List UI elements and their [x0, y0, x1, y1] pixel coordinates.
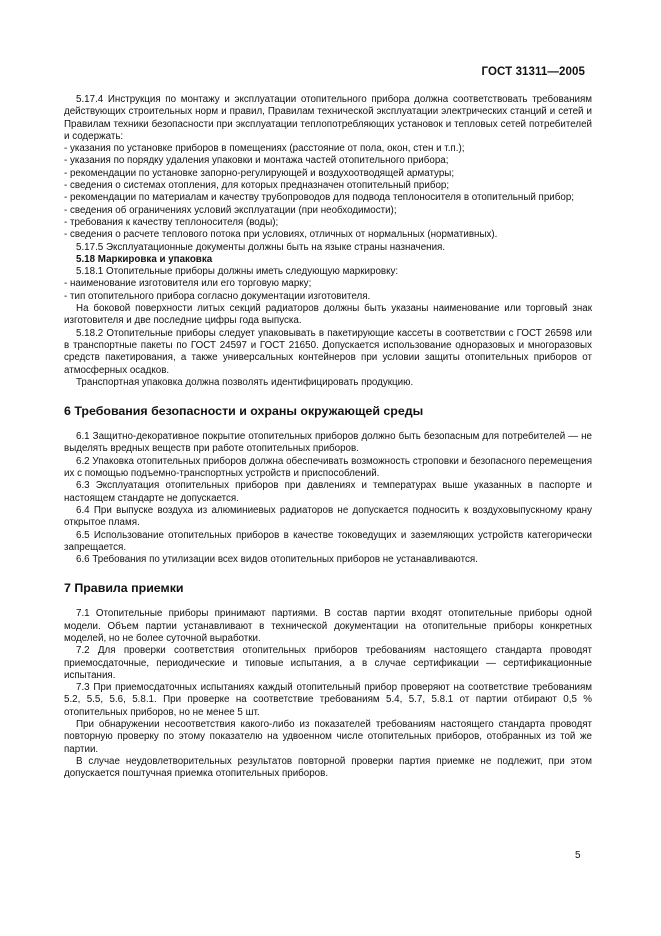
paragraph-5-17-5: 5.17.5 Эксплуатационные документы должны быть на языке страны назначения.	[76, 241, 446, 253]
paragraph-6-6: 6.6 Требования по утилизации всех видов отопительных приборов не устанавливаются.	[76, 554, 478, 566]
list-item: - рекомендации по материалам и качеству трубопроводов для подвода теплоносителя в отопительный прибор;	[64, 192, 575, 204]
paragraph-7-3: 7.3 При приемосдаточных испытаниях каждый отопительный прибор проверяют на соответствие требованиям 5.2, 5.5, 5.6, 5.8.1. При проверке на соответствие требованиям 5.4, 5.7, 5.8.1 от партии отбирают 0,5 % отопительных приборов, но не менее 5 шт.	[64, 682, 592, 718]
list-item: - требования к качеству теплоносителя (воды);	[64, 216, 279, 228]
paragraph-5-18-2: 5.18.2 Отопительные приборы следует упаковывать в пакетирующие кассеты в соответствии с ГОСТ 26598 или в транспортные пакеты по ГОСТ 24597 и ГОСТ 21650. Допускается использование одноразовых и многоразовых средств пакетирования, а также универсальных контейнеров при условии защиты отопительных приборов от атмосферных осадков.	[64, 327, 592, 376]
subsection-heading-5-18: 5.18 Маркировка и упаковка	[76, 253, 213, 265]
paragraph-7-3-rejection: В случае неудовлетворительных результатов повторной проверки партия приемке не подлежит, при этом допускается поштучная приемка отопительных приборов.	[64, 755, 592, 780]
section-heading-6: 6 Требования безопасности и охраны окружающей среды	[64, 404, 424, 419]
list-item: - сведения о расчете теплового потока при условиях, отличных от нормальных (нормативных).	[64, 229, 498, 241]
standard-header: ГОСТ 31311—2005	[481, 66, 585, 78]
section-heading-7: 7 Правила приемки	[64, 581, 184, 596]
paragraph-5-18-1-marking: На боковой поверхности литых секций радиаторов должны быть указаны наименование или торговый знак изготовителя и две последние цифры года выпуска.	[64, 303, 592, 327]
list-item: - указания по установке приборов в помещениях (расстояние от пола, окон, стен и т.п.);	[64, 143, 465, 155]
paragraph-5-17-4: 5.17.4 Инструкция по монтажу и эксплуатации отопительного прибора должна соответствовать требованиям действующих строительных норм и правил, Правилам технической эксплуатации электрических станций и сетей и Правилам техники безопасности при эксплуатации теплопотребляющих установок и тепловых сетей потребителей и содержать:	[64, 94, 592, 142]
paragraph-7-2: 7.2 Для проверки соответствия отопительных приборов требованиям настоящего стандарта проводят приемосдаточные, периодические и типовые испытания, а в случае сертификации — сертификационные испытания.	[64, 645, 592, 681]
paragraph-7-3-retest: При обнаружении несоответствия какого-либо из показателей требованиям настоящего стандарта проводят повторную проверку по этому показателю на удвоенном числе отопительных приборов, отобранных из той же партии.	[64, 719, 592, 755]
list-item: - рекомендации по установке запорно-регулирующей и воздухоотводящей арматуры;	[64, 167, 455, 179]
list-item: - сведения об ограничениях условий эксплуатации (при необходимости);	[64, 204, 397, 216]
paragraph-5-18-2-packaging: Транспортная упаковка должна позволять идентифицировать продукцию.	[76, 376, 414, 388]
paragraph-5-18-1: 5.18.1 Отопительные приборы должны иметь следующую маркировку:	[76, 266, 399, 278]
page-content	[64, 94, 592, 781]
paragraph-6-1: 6.1 Защитно-декоративное покрытие отопительных приборов должно быть безопасным для потребителей — не выделять вредных веществ при работе отопительных приборов.	[64, 431, 592, 455]
paragraph-7-1: 7.1 Отопительные приборы принимают партиями. В состав партии входят отопительные приборы одной модели. Объем партии устанавливают в технической документации на отопительные приборы конкретных моделей, но не более суточной выработки.	[64, 608, 592, 644]
paragraph-6-4: 6.4 При выпуске воздуха из алюминиевых радиаторов не допускается подносить к воздуховыпускному крану открытое пламя.	[64, 504, 592, 529]
list-item: - указания по порядку удаления упаковки и монтажа частей отопительного прибора;	[64, 155, 449, 167]
paragraph-6-3: 6.3 Эксплуатация отопительных приборов при давлениях и температурах выше указанных в паспорте и настоящем стандарте не допускается.	[64, 480, 592, 504]
list-item: - наименование изготовителя или его торговую марку;	[64, 278, 312, 290]
list-item: - сведения о системах отопления, для которых предназначен отопительный прибор;	[64, 180, 450, 192]
paragraph-6-5: 6.5 Использование отопительных приборов в качестве токоведущих и заземляющих устройств категорически запрещается.	[64, 529, 592, 553]
list-item: - тип отопительного прибора согласно документации изготовителя.	[64, 290, 371, 302]
page-number: 5	[575, 850, 581, 861]
paragraph-6-2: 6.2 Упаковка отопительных приборов должна обеспечивать возможность строповки и безопасного перемещения их с помощью подъемно-транспортных устройств и приспособлений.	[64, 455, 592, 480]
